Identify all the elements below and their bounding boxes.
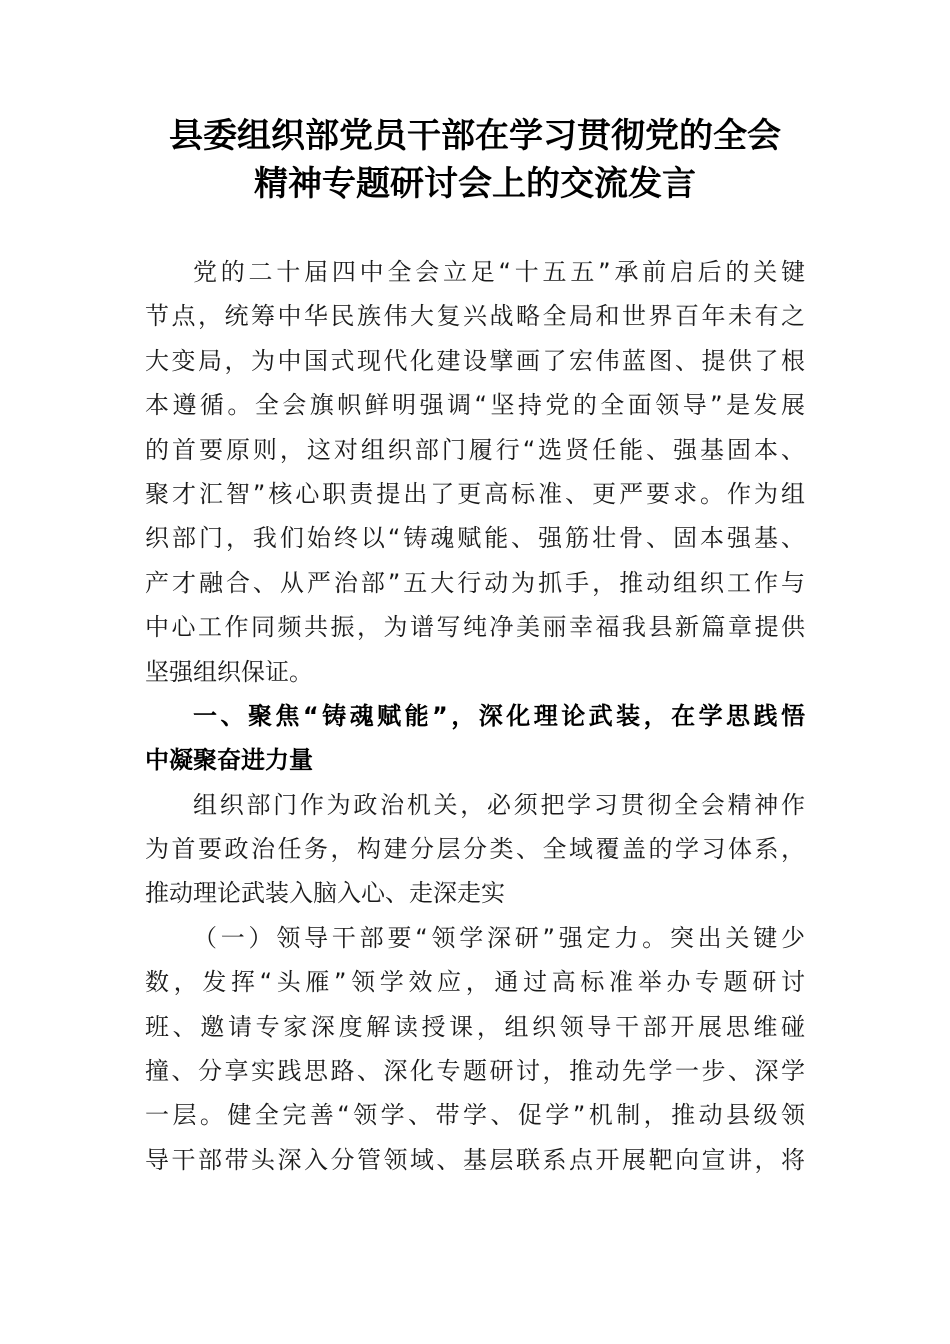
document-body bbox=[145, 250, 805, 1182]
text-line: 大变局，为中国式现代化建设擘画了宏伟蓝图、提供了根 bbox=[145, 346, 805, 375]
text-line: （一）领导干部要“领学深研”强定力。突出关键少 bbox=[193, 923, 805, 952]
text-line: 中心工作同频共振，为谱写纯净美丽幸福我县新篇章提供 bbox=[145, 613, 805, 642]
text-line: 坚强组织保证。 bbox=[145, 657, 313, 686]
text-line: 导干部带头深入分管领域、基层联系点开展靶向宣讲，将 bbox=[145, 1145, 805, 1174]
heading-line: 中凝聚奋进力量 bbox=[145, 746, 313, 775]
text-line: 本遵循。全会旗帜鲜明强调“坚持党的全面领导”是发展 bbox=[145, 391, 805, 420]
document-title bbox=[140, 112, 810, 208]
paragraph-subpoint-1 bbox=[145, 916, 805, 1182]
heading-line: 一、聚焦“铸魂赋能”，深化理论武装，在学思践悟 bbox=[193, 701, 805, 730]
paragraph-section-intro bbox=[145, 783, 805, 916]
text-line: 党的二十届四中全会立足“十五五”承前启后的关键 bbox=[193, 258, 805, 286]
text-line: 织部门，我们始终以“铸魂赋能、强筋壮骨、固本强基、 bbox=[145, 524, 805, 553]
text-line: 撞、分享实践思路、深化专题研讨，推动先学一步、深学 bbox=[145, 1057, 805, 1086]
text-line: 数，发挥“头雁”领学效应，通过高标准举办专题研讨 bbox=[145, 968, 805, 997]
text-line: 推动理论武装入脑入心、走深走实 bbox=[145, 879, 505, 908]
text-line: 组织部门作为政治机关，必须把学习贯彻全会精神作 bbox=[193, 790, 805, 819]
text-line: 节点，统筹中华民族伟大复兴战略全局和世界百年未有之 bbox=[145, 302, 805, 331]
text-line: 产才融合、从严治部”五大行动为抓手，推动组织工作与 bbox=[145, 568, 805, 597]
section-heading-1 bbox=[145, 694, 805, 783]
title-line-2: 精神专题研讨会上的交流发言 bbox=[254, 164, 696, 204]
text-line: 班、邀请专家深度解读授课，组织领导干部开展思维碰 bbox=[145, 1012, 805, 1041]
text-line: 的首要原则，这对组织部门履行“选贤任能、强基固本、 bbox=[145, 435, 805, 464]
text-line: 一层。健全完善“领学、带学、促学”机制，推动县级领 bbox=[145, 1101, 805, 1130]
title-line-1: 县委组织部党员干部在学习贯彻党的全会 bbox=[169, 116, 781, 156]
paragraph-intro bbox=[145, 250, 805, 694]
text-line: 为首要政治任务，构建分层分类、全域覆盖的学习体系， bbox=[145, 835, 805, 864]
text-line: 聚才汇智”核心职责提出了更高标准、更严要求。作为组 bbox=[145, 479, 805, 508]
